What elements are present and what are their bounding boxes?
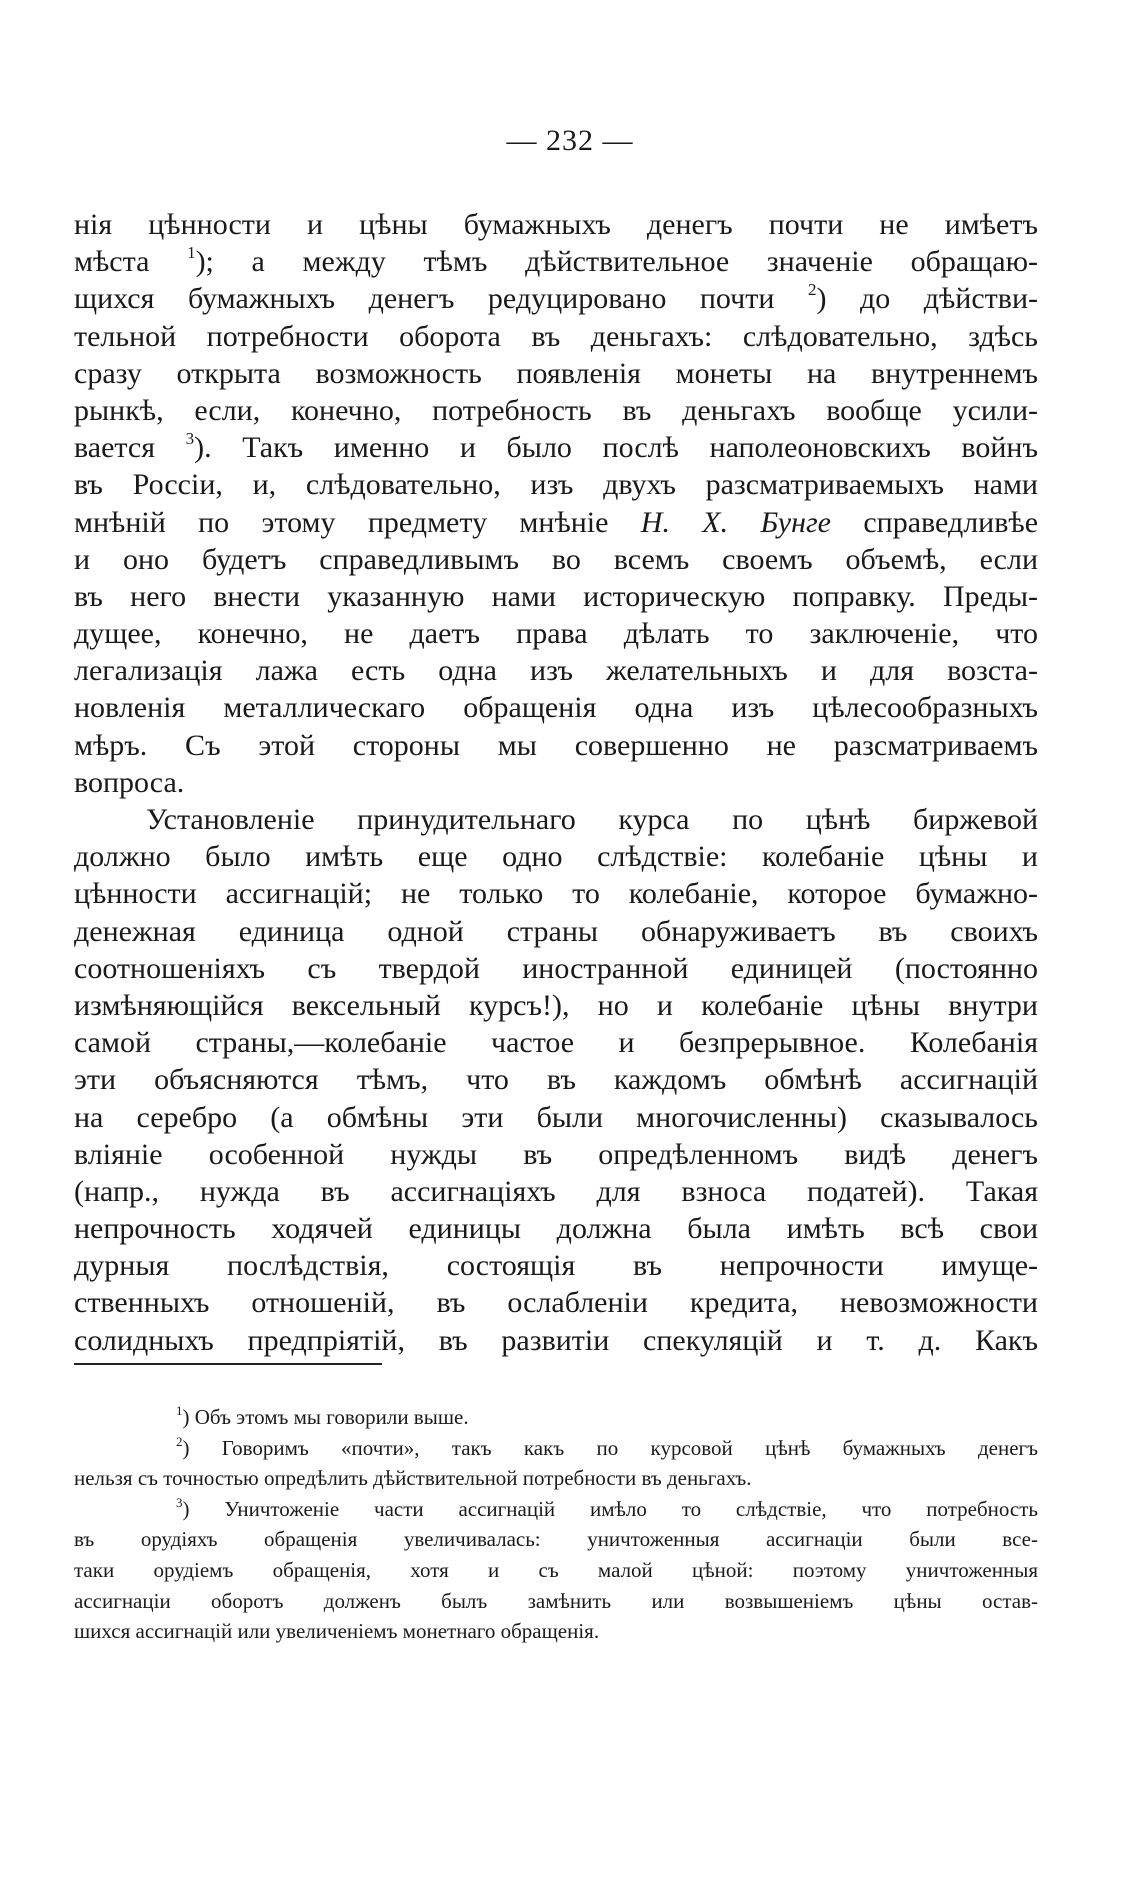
text-line: дущее, конечно, не даетъ права дѣлать то заключеніе, что <box>74 617 1038 651</box>
text-line: новленія металлическаго обращенія одна изъ цѣлесообразныхъ <box>74 691 1038 725</box>
text-line: въ него внести указанную нами историческую поправку. Преды- <box>74 579 1038 613</box>
text-line: эти объясняются тѣмъ, что въ каждомъ обмѣнѣ ассигнацій <box>74 1063 1038 1097</box>
footnote-3-line: ассигнаціи оборотъ долженъ былъ замѣнить или возвышеніемъ цѣны остав- <box>74 1588 1038 1613</box>
text-line: самой страны,—колебаніе частое и безпрерывное. Колебанія <box>74 1026 1038 1060</box>
text-line: на серебро (а обмѣны эти были многочисленны) сказывалось <box>74 1100 1038 1134</box>
text-line: мѣръ. Съ этой стороны мы совершенно не разсматриваемъ <box>74 728 1038 762</box>
text-line: денежная единица одной страны обнаруживаетъ въ своихъ <box>74 914 1038 948</box>
text-line: сразу открыта возможность появленія монеты на внутреннемъ <box>74 356 1038 390</box>
footnote-2: $^2$) Говоримъ «почти», такъ какъ по курсовой цѣнѣ бумажныхъ денегъ <box>176 1433 1038 1460</box>
author-name-italic: Н. Х. Бунге <box>640 505 832 539</box>
text-line: мѣста $^1$); а между тѣмъ дѣйствительное значеніе обращаю- <box>74 243 1039 279</box>
text-line: вліяніе особенной нужды въ опредѣленномъ видѣ денегъ <box>74 1137 1038 1171</box>
text-line: непрочность ходячей единицы должна была имѣть всѣ свои <box>74 1212 1038 1246</box>
text-line: нія цѣнности и цѣны бумажныхъ денегъ почти не имѣетъ <box>74 208 1038 241</box>
footnote-3-line: шихся ассигнацій или увеличеніемъ монетнаго обращенія. <box>74 1619 600 1644</box>
footnote-3: $^3$) Уничтоженіе части ассигнацій имѣло то слѣдствіе, что потребность <box>176 1494 1038 1521</box>
footnote-2-line: нельзя съ точностью опредѣлить дѣйствительной потребности въ деньгахъ. <box>74 1466 752 1491</box>
footnotes <box>74 1402 1038 1647</box>
text-line: вается $^3$). Такъ именно и было послѣ наполеоновскихъ войнъ <box>74 429 1038 465</box>
page-number: — 232 — <box>506 124 634 157</box>
text-line: солидныхъ предпріятій, въ развитіи спекуляцій и т. д. Какъ <box>74 1323 1038 1357</box>
text-line: (напр., нужда въ ассигнаціяхъ для взноса податей). Такая <box>74 1174 1038 1208</box>
footnote-3-line: таки орудіемъ обращенія, хотя и съ малой цѣной: поэтому уничтоженныя <box>74 1557 1038 1582</box>
text-line: въ Россіи, и, слѣдовательно, изъ двухъ разсматриваемыхъ нами <box>74 468 1038 502</box>
footnote-ref-3: 3 <box>185 429 195 449</box>
main-text <box>74 206 1038 1359</box>
text-line: мнѣній по этому предмету мнѣніе Н. Х. Бунге справедливѣе <box>74 505 1039 539</box>
text-line: должно было имѣть еще одно слѣдствіе: колебаніе цѣны и <box>74 840 1038 874</box>
text-line: Установленіе принудительнаго курса по цѣнѣ биржевой <box>146 803 1038 836</box>
text-line: легализація лажа есть одна изъ желательныхъ и для возста- <box>74 654 1038 688</box>
footnote-ref-2: 2 <box>807 280 817 300</box>
footnote-divider <box>74 1363 382 1365</box>
footnote-1: $^1$) Объ этомъ мы говорили выше. <box>176 1403 469 1429</box>
text-line: вопроса. <box>74 765 185 799</box>
text-line: рынкѣ, если, конечно, потребность въ деньгахъ вообще усили- <box>74 393 1038 427</box>
text-line: и оно будетъ справедливымъ во всемъ своемъ объемѣ, если <box>74 542 1038 576</box>
text-line: дурныя послѣдствія, состоящія въ непрочности имуще- <box>74 1249 1038 1283</box>
text-line: соотношеніяхъ съ твердой иностранной единицей (постоянно <box>74 951 1038 985</box>
text-line: цѣнности ассигнацій; не только то колебаніе, которое бумажно- <box>74 877 1038 911</box>
footnote-3-line: въ орудіяхъ обращенія увеличивалась: уничтоженныя ассигнаціи были все- <box>74 1527 1038 1552</box>
text-line: измѣняющійся вексельный курсъ!), но и колебаніе цѣны внутри <box>74 988 1038 1022</box>
text-line: ственныхъ отношеній, въ ослабленіи кредита, невозможности <box>74 1286 1038 1320</box>
text-line: щихся бумажныхъ денегъ редуцировано почти $^2$) до дѣйстви- <box>74 280 1039 316</box>
text-line: тельной потребности оборота въ деньгахъ: слѣдовательно, здѣсь <box>74 319 1038 353</box>
footnote-ref-1: 1 <box>187 243 196 263</box>
